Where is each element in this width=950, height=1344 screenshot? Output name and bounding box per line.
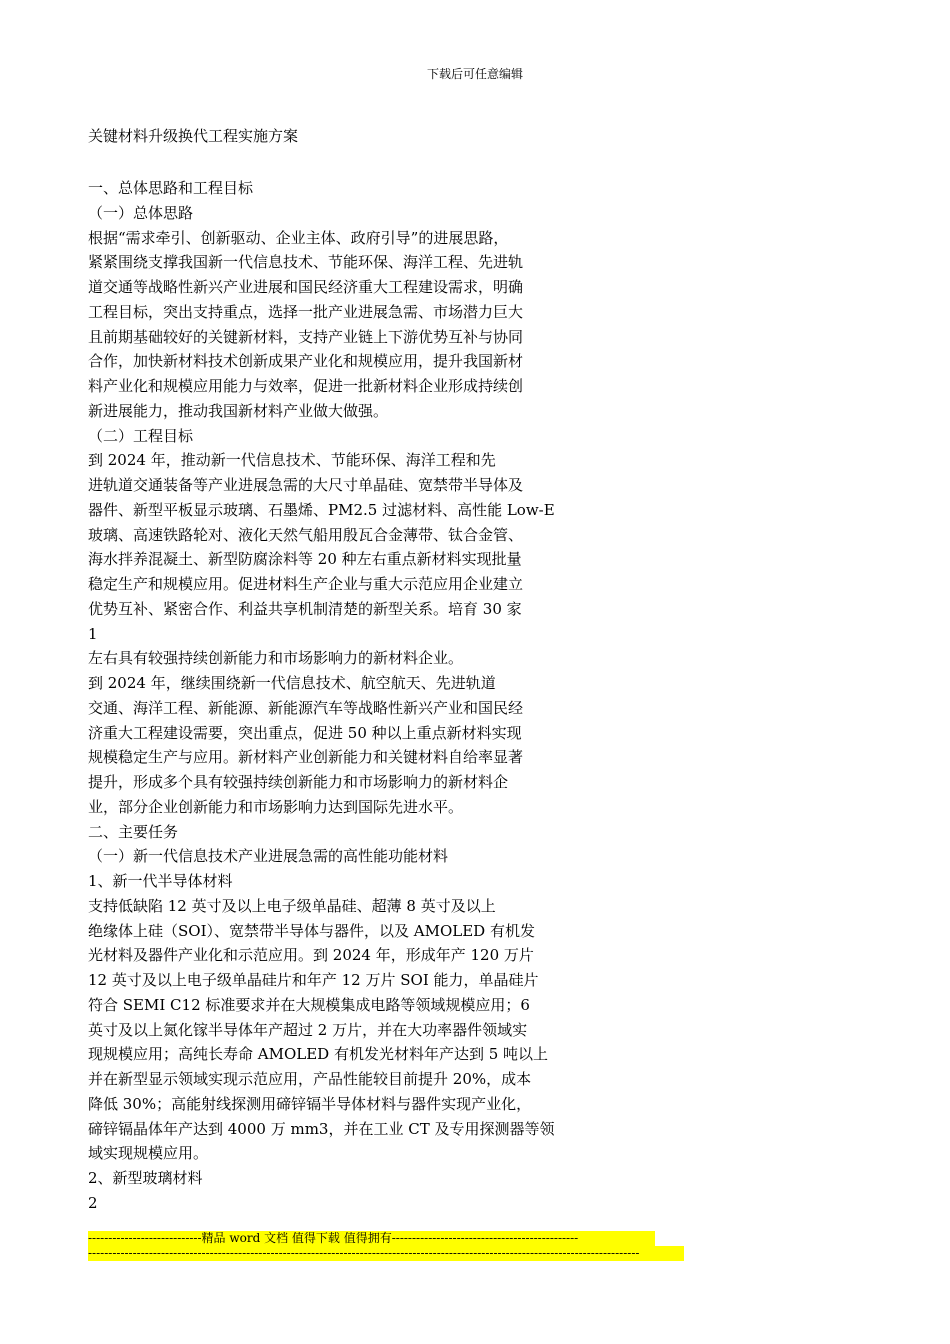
text-line: 1 (88, 624, 98, 643)
text-line: 器件、新型平板显示玻璃、石墨烯、PM2.5 过滤材料、高性能 Low-E (88, 500, 555, 519)
text-line: 根据“需求牵引、创新驱动、企业主体、政府引导”的进展思路， (88, 228, 509, 247)
text-line: （一）新一代信息技术产业进展急需的高性能功能材料 (88, 847, 449, 866)
text-line: （一）总体思路 (88, 203, 194, 222)
text-line: 且前期基础较好的关键新材料，支持产业链上下游优势互补与协同 (88, 327, 524, 346)
text-line: 英寸及以上氮化镓半导体年产超过 2 万片，并在大功率器件领域实 (88, 1020, 528, 1039)
text-line: 12 英寸及以上电子级单晶硅片和年产 12 万片 SOI 能力，单晶硅片 (88, 971, 539, 989)
text-line: 玻璃、高速铁路轮对、液化天然气船用殷瓦合金薄带、钛合金管、 (88, 525, 524, 544)
text-line: 优势互补、紧密合作、利益共享机制清楚的新型关系。培育 30 家 (88, 599, 522, 618)
text-line: 合作，加快新材料技术创新成果产业化和规模应用，提升我国新材 (88, 352, 524, 371)
text-line: 新进展能力，推动我国新材料产业做大做强。 (88, 401, 389, 420)
text-line: 绝缘体上硅（SOI）、宽禁带半导体与器件，以及 AMOLED 有机发 (88, 921, 535, 940)
text-line: 提升，形成多个具有较强持续创新能力和市场影响力的新材料企 (88, 773, 509, 791)
text-line: 业，部分企业创新能力和市场影响力达到国际先进水平。 (88, 797, 464, 816)
text-line: 一、总体思路和工程目标 (88, 179, 254, 197)
text-line: 工程目标，突出支持重点，选择一批产业进展急需、市场潜力巨大 (88, 302, 524, 321)
page-header: 下载后可任意编辑 (426, 67, 523, 81)
footer-banner: ----------------------------精品 word 文档 值得下载 值得拥有---------------------------------------------- (88, 1231, 655, 1246)
text-line: 紧紧围绕支撑我国新一代信息技术、节能环保、海洋工程、先进轨 (88, 253, 524, 272)
text-line: 济重大工程建设需要，突出重点，促进 50 种以上重点新材料实现 (88, 723, 522, 742)
text-line: 进轨道交通装备等产业进展急需的大尺寸单晶硅、宽禁带半导体及 (88, 476, 524, 494)
text-line: 碲锌镉晶体年产达到 4000 万 mm3，并在工业 CT 及专用探测器等领 (88, 1119, 555, 1138)
text-line: 到 2024 年，推动新一代信息技术、节能环保、海洋工程和先 (88, 451, 496, 470)
text-line: 降低 30%；高能射线探测用碲锌镉半导体材料与器件实现产业化， (88, 1094, 532, 1113)
text-line: 2 (88, 1193, 98, 1212)
text-line: 二、主要任务 (88, 822, 179, 841)
text-line: 1、新一代半导体材料 (88, 872, 233, 890)
text-line: 符合 SEMI C12 标准要求并在大规模集成电路等领域规模应用；6 (88, 995, 530, 1014)
text-line: 并在新型显示领域实现示范应用，产品性能较目前提升 20%，成本 (88, 1070, 532, 1088)
text-line: 支持低缺陷 12 英寸及以上电子级单晶硅、超薄 8 英寸及以上 (88, 896, 496, 915)
text-line: 海水拌养混凝土、新型防腐涂料等 20 种左右重点新材料实现批量 (88, 550, 522, 569)
text-line: 规模稳定生产与应用。新材料产业创新能力和关键材料自给率显著 (88, 748, 524, 767)
text-line: 现规模应用；高纯长寿命 AMOLED 有机发光材料年产达到 5 吨以上 (88, 1045, 549, 1064)
text-line: 左右具有较强持续创新能力和市场影响力的新材料企业。 (88, 649, 464, 668)
text-line: 到 2024 年，继续围绕新一代信息技术、航空航天、先进轨道 (88, 674, 496, 692)
text-line: 料产业化和规模应用能力与效率，促进一批新材料企业形成持续创 (88, 377, 524, 395)
document-title: 关键材料升级换代工程实施方案 (88, 127, 299, 145)
text-line: 稳定生产和规模应用。促进材料生产企业与重大示范应用企业建立 (88, 575, 524, 593)
text-line: 光材料及器件产业化和示范应用。到 2024 年，形成年产 120 万片 (88, 946, 534, 965)
text-line: 道交通等战略性新兴产业进展和国民经济重大工程建设需求，明确 (88, 278, 524, 296)
text-line: 2、新型玻璃材料 (88, 1169, 203, 1187)
text-line: 域实现规模应用。 (88, 1144, 209, 1163)
text-line: （二）工程目标 (88, 426, 194, 445)
footer-divider: ---------------------------------------------------------------------------------------------------------------------------------------- (88, 1246, 684, 1261)
document-body (88, 176, 648, 1216)
text-line: 交通、海洋工程、新能源、新能源汽车等战略性新兴产业和国民经 (88, 698, 524, 717)
